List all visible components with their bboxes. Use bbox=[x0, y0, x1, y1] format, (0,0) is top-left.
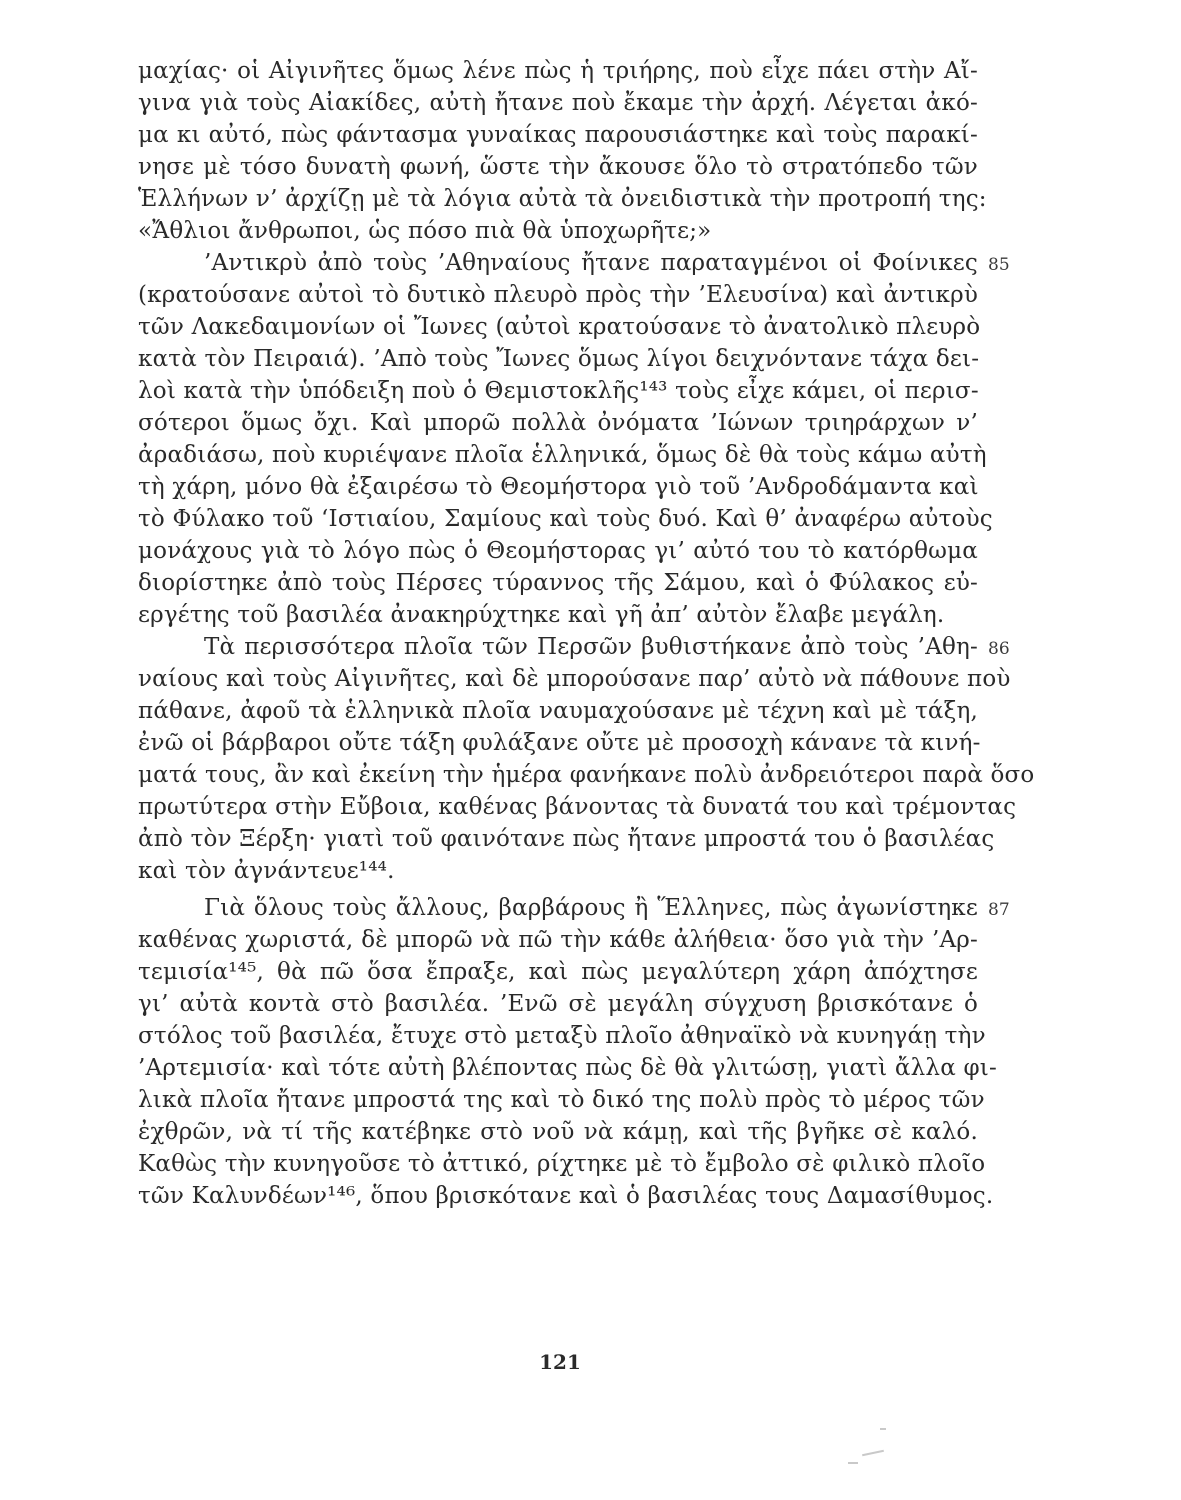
text-line: διορίστηκε ἀπὸ τοὺς Πέρσες τύραννος τῆς Σάμου, καὶ ὁ Φύλακος εὐ- bbox=[138, 570, 978, 596]
paragraph-first-line: Γιὰ ὅλους τοὺς ἄλλους, βαρβάρους ἢ Ἕλληνες, πὼς ἀγωνίστηκε bbox=[204, 895, 978, 921]
text-line: ’Αρτεμισία· καὶ τότε αὐτὴ βλέποντας πὼς δὲ θὰ γλιτώσῃ, γιατὶ ἄλλα φι- bbox=[138, 1055, 997, 1081]
scan-mark bbox=[880, 1428, 886, 1430]
text-line: μα κι αὐτό, πὼς φάντασμα γυναίκας παρουσιάστηκε καὶ τοὺς παρακί- bbox=[138, 122, 978, 148]
text-line: ματά τους, ἂν καὶ ἐκείνη τὴν ἡμέρα φανήκανε πολὺ ἀνδρειότεροι παρὰ ὅσο bbox=[138, 762, 1035, 788]
text-line: πρωτύτερα στὴν Εὔβοια, καθένας βάνοντας τὰ δυνατά του καὶ τρέμοντας bbox=[138, 794, 1017, 820]
text-line: στόλος τοῦ βασιλέα, ἔτυχε στὸ μεταξὺ πλοῖο ἀθηναϊκὸ νὰ κυνηγάῃ τὴν bbox=[138, 1023, 986, 1049]
text-line: τὸ Φύλακο τοῦ ‘Ιστιαίου, Σαμίους καὶ τοὺς δυό. Καὶ θ’ ἀναφέρω αὐτοὺς bbox=[138, 506, 993, 532]
text-line: νησε μὲ τόσο δυνατὴ φωνή, ὥστε τὴν ἄκουσε ὅλο τὸ στρατόπεδο τῶν bbox=[138, 154, 978, 180]
text-line: τῶν Λακεδαιμονίων οἱ Ἴωνες (αὐτοὶ κρατούσανε τὸ ἀνατολικὸ πλευρὸ bbox=[138, 314, 981, 340]
text-line: τεμισία¹⁴⁵, θὰ πῶ ὅσα ἔπραξε, καὶ πὼς μεγαλύτερη χάρη ἀπόχτησε bbox=[138, 959, 978, 985]
text-line: Καθὼς τὴν κυνηγοῦσε τὸ ἀττικό, ρίχτηκε μὲ τὸ ἔμβολο σὲ φιλικὸ πλοῖο bbox=[138, 1151, 986, 1177]
text-line: καθένας χωριστά, δὲ μπορῶ νὰ πῶ τὴν κάθε ἀλήθεια· ὅσο γιὰ τὴν ’Αρ- bbox=[138, 927, 978, 953]
text-line: Ἑλλήνων ν’ ἀρχίζῃ μὲ τὰ λόγια αὐτὰ τὰ ὀνειδιστικὰ τὴν προτροπή της: bbox=[138, 186, 987, 212]
text-line: κατὰ τὸν Πειραιά). ’Απὸ τοὺς Ἴωνες ὅμως λίγοι δειχνόντανε τάχα δει- bbox=[138, 346, 980, 372]
text-line: εργέτης τοῦ βασιλέα ἀνακηρύχτηκε καὶ γῆ ἀπ’ αὐτὸν ἔλαβε μεγάλη. bbox=[138, 602, 945, 628]
text-line: ναίους καὶ τοὺς Αἰγινῆτες, καὶ δὲ μπορούσανε παρ’ αὐτὸ νὰ πάθουνε ποὺ bbox=[138, 666, 1011, 692]
margin-section-number: 87 bbox=[988, 900, 1010, 920]
text-line: «Ἄθλιοι ἄνθρωποι, ὡς πόσο πιὰ θὰ ὑποχωρῆτε;» bbox=[138, 218, 712, 244]
paragraph-first-line: Τὰ περισσότερα πλοῖα τῶν Περσῶν βυθιστήκανε ἀπὸ τοὺς ’Αθη- bbox=[204, 634, 978, 660]
page-number: 121 bbox=[539, 1350, 581, 1374]
text-line: τῶν Καλυνδέων¹⁴⁶, ὅπου βρισκότανε καὶ ὁ βασιλέας τους Δαμασίθυμος. bbox=[138, 1183, 994, 1209]
paragraph-first-line: ’Αντικρὺ ἀπὸ τοὺς ’Αθηναίους ἤτανε παραταγμένοι οἱ Φοίνικες bbox=[204, 250, 978, 276]
scan-mark bbox=[848, 1462, 858, 1464]
margin-section-number: 85 bbox=[988, 255, 1010, 275]
text-line: μαχίας· οἱ Αἰγινῆτες ὅμως λένε πὼς ἡ τριήρης, ποὺ εἶχε πάει στὴν Αἴ- bbox=[138, 58, 978, 84]
text-line: καὶ τὸν ἀγνάντευε¹⁴⁴. bbox=[138, 858, 395, 884]
margin-section-number: 86 bbox=[988, 639, 1010, 659]
scan-mark bbox=[862, 1450, 884, 1457]
text-line: λικὰ πλοῖα ἤτανε μπροστά της καὶ τὸ δικό της πολὺ πρὸς τὸ μέρος τῶν bbox=[138, 1087, 985, 1113]
text-line: πάθανε, ἀφοῦ τὰ ἑλληνικὰ πλοῖα ναυμαχούσανε μὲ τέχνη καὶ μὲ τάξη, bbox=[138, 698, 978, 724]
text-line: ἐχθρῶν, νὰ τί τῆς κατέβηκε στὸ νοῦ νὰ κάμῃ, καὶ τῆς βγῆκε σὲ καλό. bbox=[138, 1119, 978, 1145]
text-line: μονάχους γιὰ τὸ λόγο πὼς ὁ Θεομήστορας γι’ αὐτό του τὸ κατόρθωμα bbox=[138, 538, 978, 564]
text-line: σότεροι ὅμως ὄχι. Καὶ μπορῶ πολλὰ ὀνόματα ’Ιώνων τριηράρχων ν’ bbox=[138, 410, 978, 436]
text-line: ἀραδιάσω, ποὺ κυριέψανε πλοῖα ἑλληνικά, ὅμως δὲ θὰ τοὺς κάμω αὐτὴ bbox=[138, 442, 987, 468]
text-line: ἀπὸ τὸν Ξέρξη· γιατὶ τοῦ φαινότανε πὼς ἤτανε μπροστά του ὁ βασιλέας bbox=[138, 826, 995, 852]
text-line: (κρατούσανε αὐτοὶ τὸ δυτικὸ πλευρὸ πρὸς τὴν ’Ελευσίνα) καὶ ἀντικρὺ bbox=[138, 282, 978, 308]
text-line: γινα γιὰ τοὺς Αἰακίδες, αὐτὴ ἤτανε ποὺ ἔκαμε τὴν ἀρχή. Λέγεται ἀκό- bbox=[138, 90, 978, 116]
text-line: τὴ χάρη, μόνο θὰ ἐξαιρέσω τὸ Θεομήστορα γιὸ τοῦ ’Ανδροδάμαντα καὶ bbox=[138, 474, 979, 500]
text-line: λοὶ κατὰ τὴν ὑπόδειξη ποὺ ὁ Θεμιστοκλῆς¹⁴³ τοὺς εἶχε κάμει, οἱ περισ- bbox=[138, 378, 979, 404]
text-line: ἐνῶ οἱ βάρβαροι οὔτε τάξη φυλάξανε οὔτε μὲ προσοχὴ κάνανε τὰ κινή- bbox=[138, 730, 981, 756]
text-line: γι’ αὐτὰ κοντὰ στὸ βασιλέα. ’Ενῶ σὲ μεγάλη σύγχυση βρισκότανε ὁ bbox=[138, 991, 978, 1017]
